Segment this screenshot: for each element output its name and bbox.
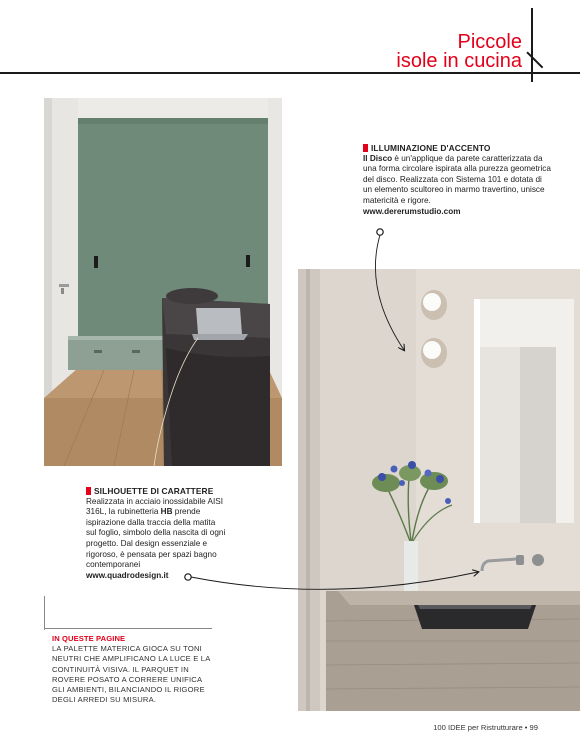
page-title — [396, 33, 522, 71]
caption-silhouette-body: Realizzata in acciaio inossidabile AISI 316L, la rubinetteria HB prende ispirazione dalla traccia della matita sul foglio, simbolo della nascita di ogni progetto. Dal design essenziale e rigoroso, è pensata per spazi bagno contemporanei — [86, 496, 226, 570]
bedroom-illustration — [44, 98, 282, 466]
caption-accent-website[interactable]: www.dererumstudio.com — [363, 206, 461, 216]
page-footer: 100 IDEE per Ristrutturare • 99 — [433, 723, 538, 732]
side-note-rule-vertical — [44, 596, 45, 630]
caption-silhouette-website[interactable]: www.quadrodesign.it — [86, 570, 169, 580]
page-title-line1: Piccole — [457, 31, 522, 53]
caption-accent-lighting — [363, 143, 553, 217]
header-rule — [0, 72, 580, 74]
side-note-title: IN QUESTE PAGINE — [52, 634, 126, 643]
red-square-icon — [86, 487, 91, 495]
caption-accent-title: ILLUMINAZIONE D'ACCENTO — [363, 143, 553, 154]
bedroom-photo — [44, 98, 282, 466]
side-note-rule-horizontal — [44, 628, 212, 629]
header-cross-mark — [531, 8, 533, 82]
page-title-line2: isole in cucina — [396, 50, 522, 72]
caption-silhouette-title: SILHOUETTE DI CARATTERE — [86, 486, 226, 497]
side-note — [52, 634, 212, 705]
caption-accent-body: Il Disco è un'applique da parete caratterizzata da una forma circolare ispirata alla purezza geometrica del disco. Realizzata con Sistema 101 e dotata di un elemento scultoreo in marmo travertino, unisce matericità e rigore. — [363, 153, 551, 205]
bathroom-illustration — [298, 269, 580, 711]
bathroom-photo — [298, 269, 580, 711]
header-cross-diagonal — [527, 51, 544, 68]
side-note-body: LA PALETTE MATERICA GIOCA SU TONI NEUTRI CHE AMPLIFICANO LA LUCE E LA CONTINUITÀ VISIVA. IL PARQUET IN ROVERE POSATO A CORRERE UNIFICA GLI AMBIENTI, BILANCIANDO IL RIGORE DEGLI ARREDI SU MISURA. — [52, 644, 211, 705]
connector-dot-accent — [377, 229, 383, 235]
caption-silhouette — [86, 486, 226, 581]
red-square-icon — [363, 144, 368, 152]
